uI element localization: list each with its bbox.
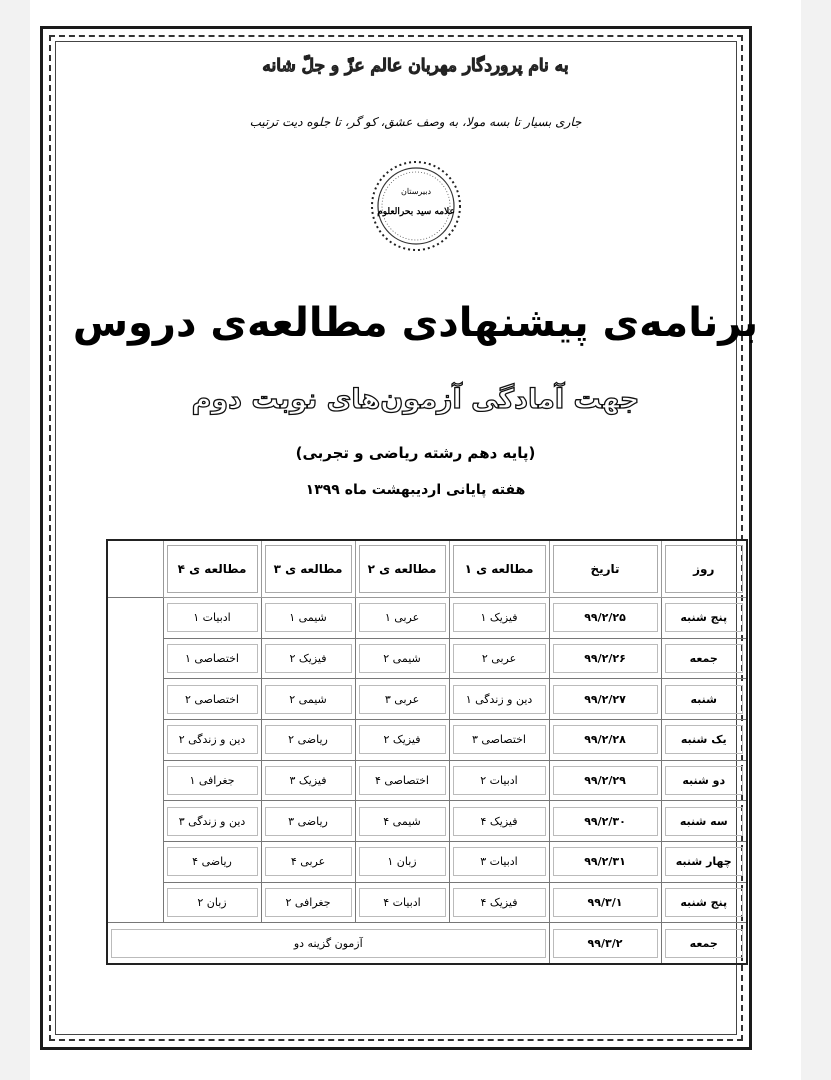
study-cell: فیزیک ۱: [449, 598, 549, 639]
date-cell: ۹۹/۳/۱: [549, 882, 661, 923]
basmala: به نام پروردگار مهربان عالم عزّ و جلّ شانه: [262, 56, 569, 76]
study-cell: ادبیات ۱: [163, 598, 261, 639]
table-row-final: [107, 923, 747, 964]
header-date: تاریخ: [549, 540, 661, 598]
study-cell: عربی ۱: [355, 598, 449, 639]
study-cell: اختصاصی ۲: [163, 679, 261, 720]
subtitle: جهت آمادگی آزمون‌های نوبت دوم: [191, 384, 640, 415]
day-cell: پنج شنبه: [661, 882, 747, 923]
day-cell: چهار شنبه: [661, 841, 747, 882]
side-note: [107, 540, 163, 598]
study-cell: فیزیک ۲: [261, 638, 355, 679]
study-cell: جغرافی ۲: [261, 882, 355, 923]
header-study-2: مطالعه ی ۲: [355, 540, 449, 598]
study-cell: زبان ۲: [163, 882, 261, 923]
day-cell: جمعه: [661, 638, 747, 679]
study-cell: شیمی ۲: [261, 679, 355, 720]
date-cell: ۹۹/۲/۲۵: [549, 598, 661, 639]
day-cell: شنبه: [661, 679, 747, 720]
study-cell: ادبیات ۳: [449, 841, 549, 882]
date-cell: ۹۹/۲/۲۹: [549, 760, 661, 801]
study-cell: فیزیک ۴: [449, 882, 549, 923]
date-cell: ۹۹/۲/۲۸: [549, 719, 661, 760]
day-cell: سه شنبه: [661, 801, 747, 842]
grade-label: (پایه دهم رشته ریاضی و تجربی): [295, 444, 536, 462]
study-schedule-table: [106, 539, 748, 965]
header-day: روز: [661, 540, 747, 598]
study-cell: اختصاصی ۱: [163, 638, 261, 679]
day-cell: دو شنبه: [661, 760, 747, 801]
study-cell: دین و زندگی ۳: [163, 801, 261, 842]
study-cell: ادبیات ۴: [355, 882, 449, 923]
week-label: هفته پایانی اردیبهشت ماه ۱۳۹۹: [305, 482, 526, 498]
study-cell: ریاضی ۲: [261, 719, 355, 760]
table-row: [107, 638, 747, 679]
study-cell: اختصاصی ۴: [355, 760, 449, 801]
date-cell: ۹۹/۲/۲۷: [549, 679, 661, 720]
study-cell: عربی ۲: [449, 638, 549, 679]
study-cell: شیمی ۲: [355, 638, 449, 679]
study-cell: دین و زندگی ۲: [163, 719, 261, 760]
study-cell: زبان ۱: [355, 841, 449, 882]
study-cell: فیزیک ۴: [449, 801, 549, 842]
study-cell: دین و زندگی ۱: [449, 679, 549, 720]
study-cell: شیمی ۴: [355, 801, 449, 842]
table-header-row: [107, 540, 747, 598]
header-study-1: مطالعه ی ۱: [449, 540, 549, 598]
date-cell: ۹۹/۲/۳۱: [549, 841, 661, 882]
study-cell: فیزیک ۲: [355, 719, 449, 760]
study-cell: ریاضی ۴: [163, 841, 261, 882]
table-row: [107, 719, 747, 760]
table-row: [107, 760, 747, 801]
table-row: [107, 841, 747, 882]
school-seal-logo: [368, 158, 464, 254]
table-row: [107, 598, 747, 639]
exam-cell: آزمون گزینه دو: [107, 923, 549, 964]
header-study-3: مطالعه ی ۳: [261, 540, 355, 598]
date-cell: ۹۹/۳/۲: [549, 923, 661, 964]
header-study-4: مطالعه ی ۴: [163, 540, 261, 598]
main-title: برنامه‌ی پیشنهادی مطالعه‌ی دروس: [72, 300, 759, 346]
day-cell: پنج شنبه: [661, 598, 747, 639]
study-cell: جغرافی ۱: [163, 760, 261, 801]
logo-text-main: علامه سید بحرالعلوم: [377, 207, 455, 217]
verse-line: جاری بسیار تا بسه مولا، به وصف عشق، کو گر، تا جلوه دیت ترتیب: [249, 115, 582, 129]
day-cell: جمعه: [661, 923, 747, 964]
table-row: [107, 882, 747, 923]
date-cell: ۹۹/۲/۳۰: [549, 801, 661, 842]
date-cell: ۹۹/۲/۲۶: [549, 638, 661, 679]
study-cell: فیزیک ۳: [261, 760, 355, 801]
logo-text-top: دبیرستان: [400, 187, 432, 196]
table-row: [107, 801, 747, 842]
study-cell: ادبیات ۲: [449, 760, 549, 801]
study-cell: ریاضی ۳: [261, 801, 355, 842]
study-cell: عربی ۴: [261, 841, 355, 882]
table-row: [107, 679, 747, 720]
study-cell: شیمی ۱: [261, 598, 355, 639]
day-cell: یک شنبه: [661, 719, 747, 760]
study-cell: عربی ۳: [355, 679, 449, 720]
study-cell: اختصاصی ۳: [449, 719, 549, 760]
